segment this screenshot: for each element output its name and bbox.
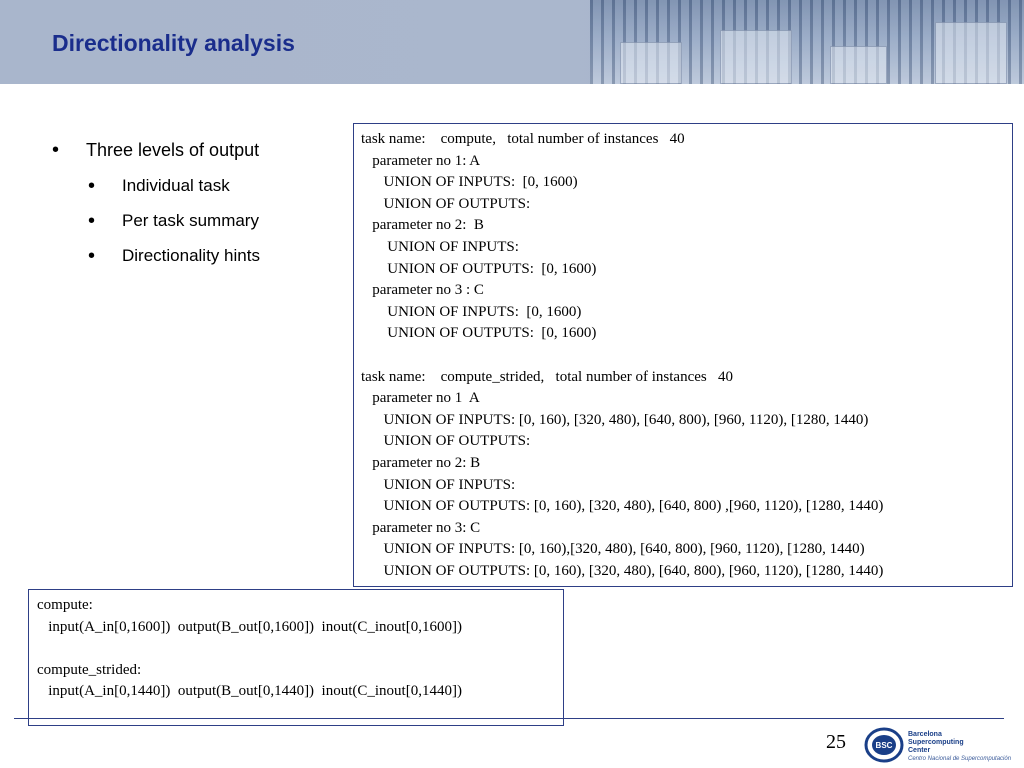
bsc-logo-wordmark	[908, 731, 1018, 763]
text-line: UNION OF INPUTS: [0, 1600)	[361, 303, 582, 320]
text-line: UNION OF INPUTS:	[361, 476, 516, 493]
text-line: parameter no 2: B	[361, 454, 481, 471]
text-line: UNION OF OUTPUTS: [0, 160), [320, 480), [640, 800), [960, 1120), [1280, 1440)	[361, 562, 884, 579]
text-line: UNION OF INPUTS: [0, 1600)	[361, 174, 578, 191]
sub-bullet-label: Per task summary	[122, 211, 259, 230]
logo-line: Barcelona	[908, 731, 942, 738]
bullet-icon: •	[88, 210, 96, 232]
logo-subtitle: Centro Nacional de Supercomputación	[908, 756, 1012, 762]
logo-line: Supercomputing	[908, 739, 964, 746]
bullet-icon: •	[88, 175, 96, 197]
header-photo-strip	[590, 0, 1024, 84]
text-line: input(A_in[0,1440]) output(B_out[0,1440]) inout(C_inout[0,1440])	[37, 683, 462, 700]
sub-bullet-label: Directionality hints	[122, 246, 260, 265]
text-line: UNION OF INPUTS:	[361, 238, 519, 255]
text-line: compute:	[37, 597, 93, 613]
text-line: parameter no 1 A	[361, 390, 480, 407]
sub-bullet-label: Individual task	[122, 176, 230, 195]
text-line	[37, 638, 555, 660]
text-line: UNION OF OUTPUTS: [0, 160), [320, 480), [640, 800) ,[960, 1120), [1280, 1440)	[361, 498, 884, 515]
text-line: task name: compute, total number of instances 40	[361, 131, 685, 147]
sub-bullet-item	[52, 176, 342, 196]
text-line: UNION OF INPUTS: [0, 160),[320, 480), [640, 800), [960, 1120), [1280, 1440)	[361, 541, 865, 558]
text-line: task name: compute_strided, total number of instances 40	[361, 368, 733, 385]
bullet-list	[52, 140, 342, 281]
header-band	[0, 0, 1024, 84]
text-line	[361, 345, 1005, 367]
sub-bullet-item	[52, 211, 342, 231]
text-line: UNION OF INPUTS: [0, 160), [320, 480), [640, 800), [960, 1120), [1280, 1440)	[361, 411, 869, 428]
bsc-logo-icon	[864, 727, 904, 763]
text-line: UNION OF OUTPUTS: [0, 1600)	[361, 260, 597, 277]
text-line: parameter no 3 : C	[361, 282, 484, 299]
bullet-icon: •	[88, 245, 96, 267]
bullet-item	[52, 140, 342, 161]
text-line: compute_strided:	[37, 661, 142, 678]
text-line: input(A_in[0,1600]) output(B_out[0,1600]) inout(C_inout[0,1600])	[37, 618, 462, 635]
text-line: UNION OF OUTPUTS: [0, 1600)	[361, 325, 597, 342]
footer-divider	[14, 718, 1004, 719]
text-line: parameter no 2: B	[361, 217, 484, 234]
bsc-logo-text: BSC	[875, 741, 893, 750]
page-title: Directionality analysis	[52, 30, 295, 56]
text-line: UNION OF OUTPUTS:	[361, 195, 531, 212]
task-analysis-box	[353, 123, 1013, 587]
bullet-label: Three levels of output	[86, 140, 260, 160]
page-number: 25	[826, 731, 846, 753]
directionality-hints-box	[28, 589, 564, 726]
sub-bullet-item	[52, 246, 342, 266]
text-line: parameter no 1: A	[361, 152, 481, 169]
text-line: UNION OF OUTPUTS:	[361, 433, 531, 450]
logo-line: Center	[908, 747, 931, 754]
text-line: parameter no 3: C	[361, 519, 481, 536]
bullet-icon: •	[52, 139, 60, 161]
